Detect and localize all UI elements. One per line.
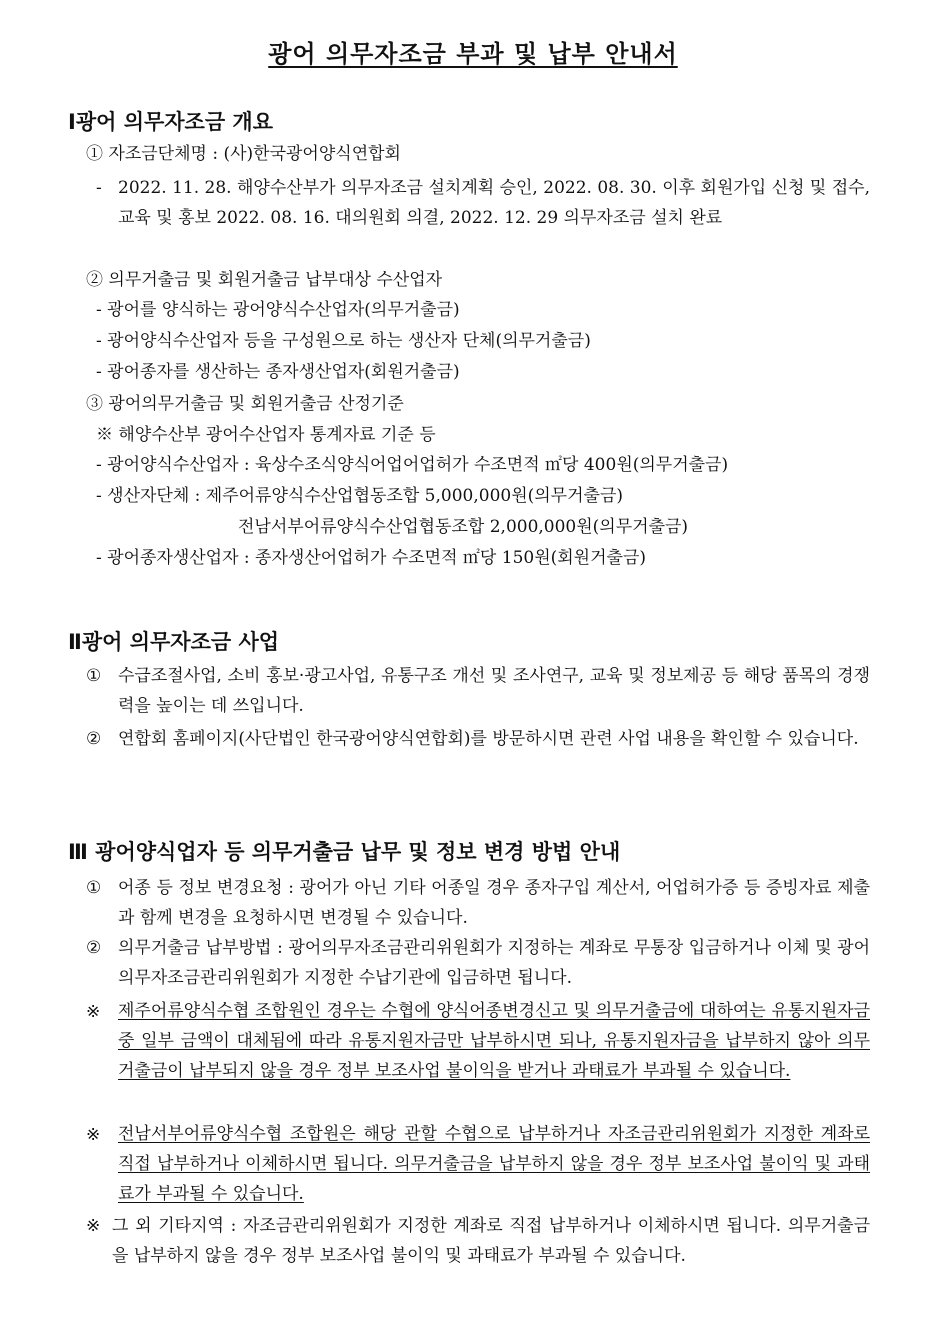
document-title: 광어 의무자조금 부과 및 납부 안내서: [268, 40, 678, 68]
section2-item1-marker: ①: [86, 666, 102, 686]
section1-note: ※ 해양수산부 광어수산업자 통계자료 기준 등: [96, 425, 436, 445]
section1-criteria: - 광어종자생산업자 : 종자생산어업허가 수조면적 ㎡당 150원(회원거출금): [96, 548, 646, 568]
section3-item1: 어종 등 정보 변경요청 : 광어가 아닌 기타 어종일 경우 종자구입 계산서, 어업허가증 등 증빙자료 제출과 함께 변경을 요청하시면 변경될 수 있습니다.: [118, 878, 870, 928]
section1-item1-detail: 2022. 11. 28. 해양수산부가 의무자조금 설치계획 승인, 2022. 08. 30. 이후 회원가입 신청 및 접수, 교육 및 홍보 2022. 08. 16. 대의원회 의결, 2022. 12. 29 의무자조금 설치 완료: [118, 178, 870, 228]
section3-note1-marker: ※: [86, 1002, 101, 1022]
section1-item1-dash: -: [96, 178, 102, 198]
section3-heading: Ⅲ 광어양식업자 등 의무거출금 납무 및 정보 변경 방법 안내: [68, 840, 621, 864]
section1-heading: Ⅰ광어 의무자조금 개요: [68, 110, 274, 134]
section3-note2-marker: ※: [86, 1125, 101, 1145]
section1-criteria: 전남서부어류양식수산업협동조합 2,000,000원(의무거출금): [238, 517, 689, 537]
section1-item2-sub: - 광어종자를 생산하는 종자생산업자(회원거출금): [96, 362, 460, 382]
section3-item1-marker: ①: [86, 878, 102, 898]
section1-item2-sub: - 광어를 양식하는 광어양식수산업자(의무거출금): [96, 300, 460, 320]
section3-note1: 제주어류양식수협 조합원인 경우는 수협에 양식어종변경신고 및 의무거출금에 대하여는 유통지원자금 중 일부 금액이 대체됨에 따라 유통지원자금만 납부하시면 되나, 유통지원자금을 납부하지 않아 의무거출금이 납부되지 않을 경우 정부 보조사업 불이익을 받거나 과태료가 부과될 수 있습니다.: [118, 1001, 870, 1081]
section2-item1: 수급조절사업, 소비 홍보·광고사업, 유통구조 개선 및 조사연구, 교육 및 정보제공 등 해당 품목의 경쟁력을 높이는 데 쓰입니다.: [118, 666, 870, 716]
section2-item2: 연합회 홈페이지(사단법인 한국광어양식연합회)를 방문하시면 관련 사업 내용을 확인할 수 있습니다.: [118, 729, 859, 749]
section3-note2: 전남서부어류양식수협 조합원은 해당 관할 수협으로 납부하거나 자조금관리위원회가 지정한 계좌로 직접 납부하거나 이체하시면 됩니다. 의무거출금을 납부하지 않을 경우 정부 보조사업 불이익 및 과태료가 부과될 수 있습니다.: [118, 1124, 870, 1204]
section2-heading: Ⅱ광어 의무자조금 사업: [68, 630, 280, 654]
section1-criteria: - 생산자단체 : 제주어류양식수산업협동조합 5,000,000원(의무거출금): [96, 486, 623, 506]
section1-item2: ② 의무거출금 및 회원거출금 납부대상 수산업자: [86, 270, 443, 290]
section3-note3-marker: ※: [86, 1216, 101, 1236]
section2-item2-marker: ②: [86, 729, 102, 749]
section1-item1: ① 자조금단체명 : (사)한국광어양식연합회: [86, 144, 401, 164]
section1-item3: ③ 광어의무거출금 및 회원거출금 산정기준: [86, 394, 404, 414]
section3-item2: 의무거출금 납부방법 : 광어의무자조금관리위원회가 지정하는 계좌로 무통장 입금하거나 이체 및 광어의무자조금관리위원회가 지정한 수납기관에 입금하면 됩니다.: [118, 938, 870, 988]
section1-item2-sub: - 광어양식수산업자 등을 구성원으로 하는 생산자 단체(의무거출금): [96, 331, 591, 351]
section3-item2-marker: ②: [86, 938, 102, 958]
section1-criteria: - 광어양식수산업자 : 육상수조식양식어업어업허가 수조면적 ㎡당 400원(의무거출금): [96, 455, 729, 475]
section3-note3: 그 외 기타지역 : 자조금관리위원회가 지정한 계좌로 직접 납부하거나 이체하시면 됩니다. 의무거출금을 납부하지 않을 경우 정부 보조사업 불이익 및 과태료가 부과될 수 있습니다.: [112, 1216, 870, 1266]
